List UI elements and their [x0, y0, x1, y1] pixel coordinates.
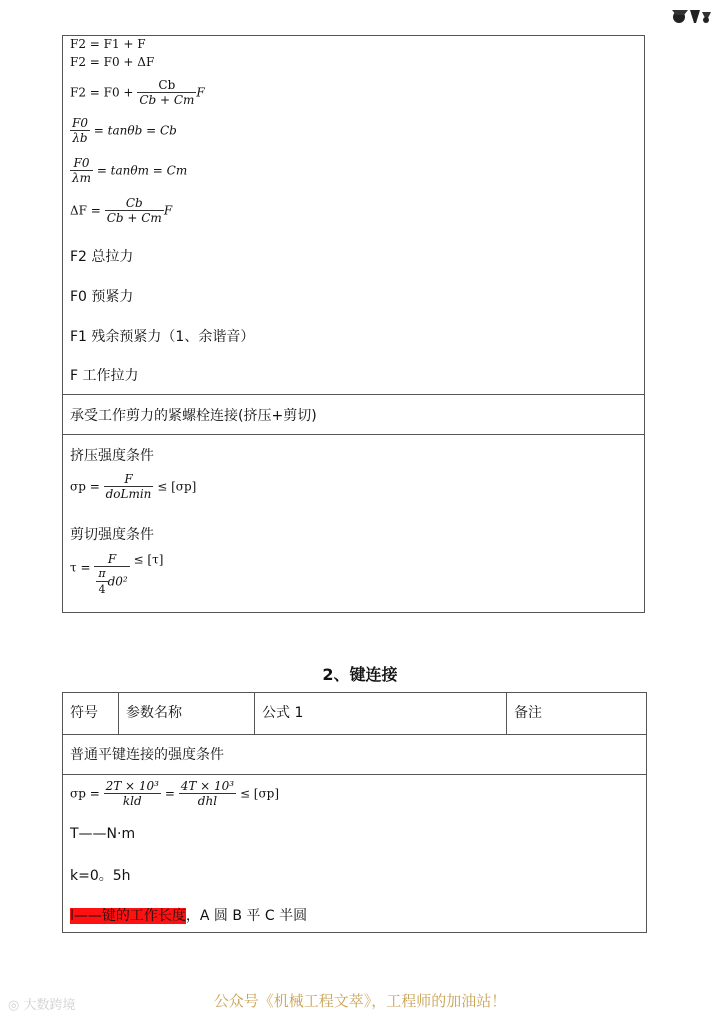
- pi-over-4: [96, 567, 107, 597]
- fraction-numerator: 4T × 10³: [180, 779, 235, 793]
- header-param-name: 参数名称: [119, 693, 255, 734]
- formula-tail: F: [196, 85, 205, 100]
- fraction-denominator: Cb + Cm: [139, 93, 195, 107]
- table-header-row: [63, 693, 646, 735]
- section-title: 2、键连接: [322, 665, 398, 684]
- formula-lhs: ΔF =: [70, 203, 101, 218]
- torque-unit: T——N·m: [70, 826, 136, 842]
- formula-f2-sum: F2 = F1 + F: [70, 37, 146, 51]
- fraction-denominator: Cb + Cm: [106, 211, 162, 225]
- pi-symbol: π: [98, 567, 106, 580]
- k-value: k=0。5h: [70, 868, 131, 884]
- fraction-numerator: F0: [72, 116, 88, 130]
- formula-bolt-stiffness: [70, 116, 177, 146]
- formula-f2-fraction: [70, 78, 205, 108]
- footer-slogan: 公众号《机械工程文萃》，工程师的加油站！: [213, 992, 507, 1010]
- fraction-numerator: Cb: [137, 78, 196, 93]
- fraction-numerator: F0: [70, 156, 93, 171]
- four: 4: [98, 583, 106, 596]
- header-symbol: 符号: [63, 693, 119, 734]
- fraction-numerator: F: [104, 472, 154, 487]
- formula-tail: F: [163, 203, 173, 218]
- highlighted-text: l——键的工作长度: [70, 908, 186, 924]
- fraction-denominator: λb: [72, 131, 88, 145]
- formula-lhs: σp =: [70, 479, 100, 494]
- formula-member-stiffness: [70, 156, 187, 186]
- fraction: [70, 116, 90, 146]
- key-strength-title: 普通平键连接的强度条件: [70, 747, 224, 763]
- formula-delta-f: [70, 196, 172, 226]
- fraction: [179, 779, 236, 809]
- fraction-numerator: Cb: [105, 196, 164, 211]
- fraction-denominator: λm: [72, 171, 91, 185]
- formula-crush-strength: [70, 472, 196, 502]
- formula-lhs: F2 = F0 +: [70, 85, 134, 100]
- fraction: [137, 78, 196, 108]
- header-formula: 公式 1: [255, 693, 507, 734]
- table-row: [63, 734, 646, 775]
- formula-rhs: = tanθm = Cm: [96, 163, 188, 178]
- shear-title: 承受工作剪力的紧螺栓连接(挤压+剪切): [70, 408, 317, 424]
- definition-f: F 工作拉力: [70, 368, 139, 384]
- formula-rhs: = tanθb = Cb: [93, 123, 177, 138]
- fraction: [70, 156, 93, 186]
- watermark-text: 大数跨境: [23, 998, 76, 1013]
- shear-strength-title: 剪切强度条件: [70, 527, 154, 543]
- preload-formula-row: [63, 36, 644, 395]
- crush-strength-title: 挤压强度条件: [70, 448, 154, 464]
- fraction-denominator: dhl: [197, 794, 218, 808]
- brand-logo-icon: [670, 6, 712, 24]
- formula-key-strength: [70, 779, 279, 809]
- key-length-line: [70, 905, 307, 925]
- formula-lhs: τ =: [70, 560, 91, 575]
- fraction-numerator: F: [94, 552, 129, 567]
- definition-f0: F0 预紧力: [70, 289, 134, 305]
- formula-shear-strength: [70, 552, 163, 597]
- definition-f1: F1 残余预紧力（1、余谐音）: [70, 329, 255, 345]
- fraction-denominator: kld: [122, 794, 142, 808]
- shear-title-row: [63, 394, 644, 435]
- fraction-numerator: 2T × 10³: [105, 779, 159, 793]
- key-types-text: ，A 圆 B 平 C 半圆: [185, 908, 308, 924]
- fraction: [105, 196, 164, 226]
- fraction: [104, 472, 154, 502]
- definition-f2: F2 总拉力: [70, 249, 134, 265]
- fraction: [104, 779, 161, 809]
- formula-f2-delta: F2 = F0 + ΔF: [70, 55, 155, 69]
- fraction-denominator: doLmin: [105, 487, 152, 501]
- equals-sign: =: [164, 786, 175, 801]
- formula-rhs: ≤ [τ]: [133, 552, 164, 567]
- d0-squared: d0²: [107, 574, 128, 589]
- fraction-denominator: [94, 567, 129, 597]
- formula-rhs: ≤ [σp]: [157, 479, 197, 494]
- formula-lhs: σp =: [70, 786, 100, 801]
- strength-condition-row: [63, 434, 644, 612]
- formula-rhs: ≤ [σp]: [239, 786, 280, 801]
- bolt-formula-box: [62, 35, 645, 613]
- key-connection-table: [62, 692, 647, 933]
- watermark-icon: ◎: [8, 998, 20, 1013]
- fraction: [94, 552, 129, 597]
- header-remark: 备注: [514, 705, 542, 721]
